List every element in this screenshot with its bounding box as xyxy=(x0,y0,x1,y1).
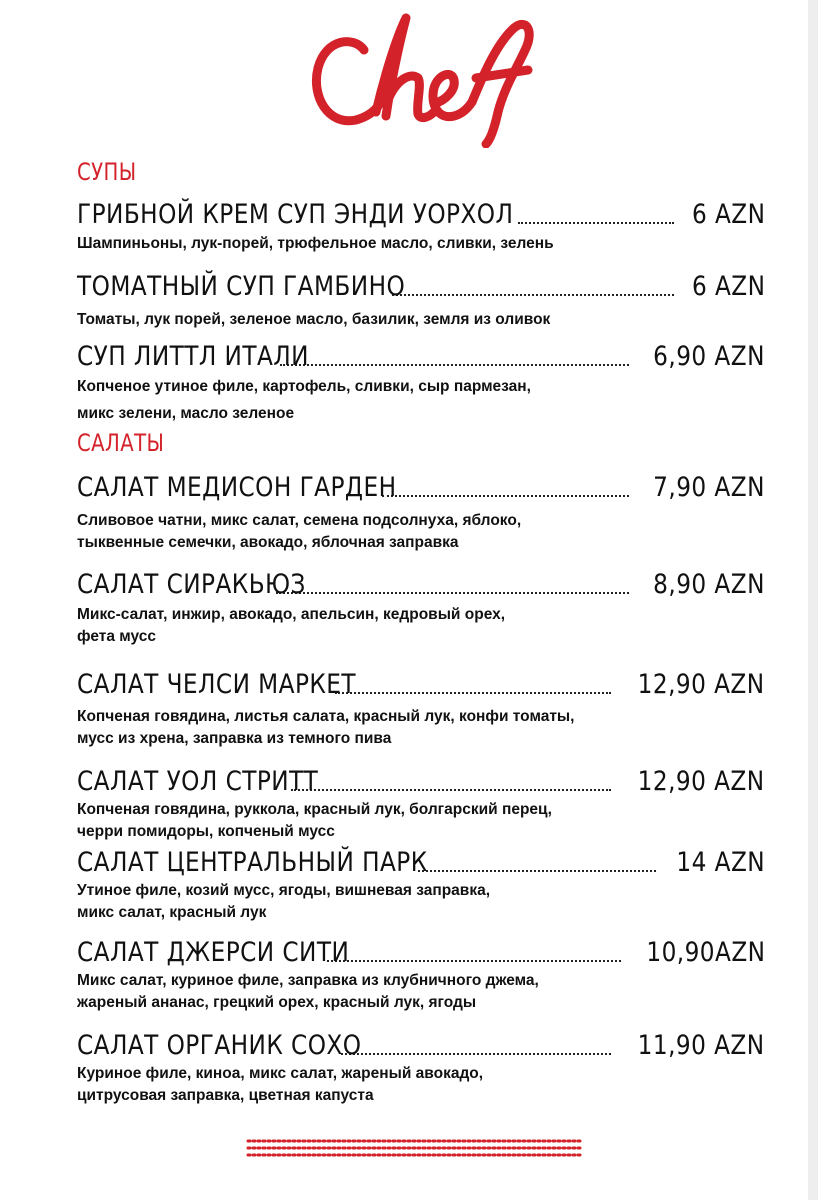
dotted-leader xyxy=(276,592,629,594)
dotted-leader xyxy=(335,692,612,694)
menu-item-price: 11,90 AZN xyxy=(638,1030,765,1061)
menu-item-price: 8,90 AZN xyxy=(653,569,765,600)
menu-item-description: Шампиньоны, лук-порей, трюфельное масло, сливки, зелень xyxy=(77,235,554,252)
dotted-leader xyxy=(518,222,674,224)
menu-item-name: САЛАТ СИРАКЬЮЗ xyxy=(77,569,306,600)
menu-item-description: Микс салат, куриное филе, заправка из клубничного джема, жареный ананас, грецкий орех, красный лук, ягоды xyxy=(77,972,539,1011)
menu-item-price: 12,90 AZN xyxy=(638,669,765,700)
dotted-leader xyxy=(418,870,656,872)
menu-item-name: ГРИБНОЙ КРЕМ СУП ЭНДИ УОРХОЛ xyxy=(77,199,514,230)
dotted-leader xyxy=(280,364,629,366)
menu-item-description: Томаты, лук порей, зеленое масло, базилик, земля из оливок xyxy=(77,311,551,328)
section-title-soups: СУПЫ xyxy=(77,158,137,186)
menu-item-line xyxy=(77,935,765,969)
dotted-leader xyxy=(291,789,612,791)
menu-item-name: СУП ЛИТТЛ ИТАЛИ xyxy=(77,341,309,372)
menu-item-line xyxy=(77,1028,765,1062)
menu-item-description: Копченая говядина, руккола, красный лук, болгарский перец, черри помидоры, копченый мусс xyxy=(77,801,552,840)
menu-item-description: Куриное филе, киноа, микс салат, жареный авокадо, цитрусовая заправка, цветная капуста xyxy=(77,1065,484,1104)
dotted-leader xyxy=(341,1053,612,1055)
menu-item-price: 6 AZN xyxy=(691,199,765,230)
menu-item-name: САЛАТ ДЖЕРСИ СИТИ xyxy=(77,937,350,968)
dotted-leader xyxy=(382,495,629,497)
menu-item-line xyxy=(77,339,765,373)
menu-item-line xyxy=(77,470,765,504)
menu-item-name: ТОМАТНЫЙ СУП ГАМБИНО xyxy=(77,271,406,302)
menu-item-price: 6 AZN xyxy=(691,271,765,302)
red-dotted-divider xyxy=(246,1137,584,1159)
dotted-leader xyxy=(327,960,621,962)
menu-item-description: Копченая говядина, листья салата, красный лук, конфи томаты, мусс из хрена, заправка из темного пива xyxy=(77,708,575,747)
menu-item-line xyxy=(77,567,765,601)
menu-item-name: САЛАТ УОЛ СТРИТТ xyxy=(77,766,319,797)
menu-item-description: Утиное филе, козий мусс, ягоды, вишневая заправка, микс салат, красный лук xyxy=(77,882,491,921)
dotted-leader xyxy=(392,294,674,296)
menu-item-name: САЛАТ ОРГАНИК СОХО xyxy=(77,1030,362,1061)
menu-item-price: 7,90 AZN xyxy=(653,472,765,503)
menu-item-description: Микс-салат, инжир, авокадо, апельсин, кедровый орех, фета мусс xyxy=(77,606,506,645)
menu-item-name: САЛАТ МЕДИСОН ГАРДЕН xyxy=(77,472,397,503)
menu-item-price: 6,90 AZN xyxy=(653,341,765,372)
menu-item-name: САЛАТ ЦЕНТРАЛЬНЫЙ ПАРК xyxy=(77,847,428,878)
menu-item-line xyxy=(77,667,765,701)
menu-item-line xyxy=(77,764,765,798)
menu-item-price: 10,90AZN xyxy=(645,937,765,968)
menu-item-line xyxy=(77,197,765,231)
menu-item-price: 14 AZN xyxy=(676,847,765,878)
menu-item-line xyxy=(77,269,765,303)
menu-item-price: 12,90 AZN xyxy=(638,766,765,797)
menu-item-description: Копченое утиное филе, картофель, сливки, сыр пармезан, микс зелени, масло зеленое xyxy=(77,378,531,422)
section-title-salads: САЛАТЫ xyxy=(77,429,165,457)
menu-item-description: Сливовое чатни, микс салат, семена подсолнуха, яблоко, тыквенные семечки, авокадо, яблочная заправка xyxy=(77,512,522,551)
menu-item-name: САЛАТ ЧЕЛСИ МАРКЕТ xyxy=(77,669,357,700)
menu-item-line xyxy=(77,845,765,879)
